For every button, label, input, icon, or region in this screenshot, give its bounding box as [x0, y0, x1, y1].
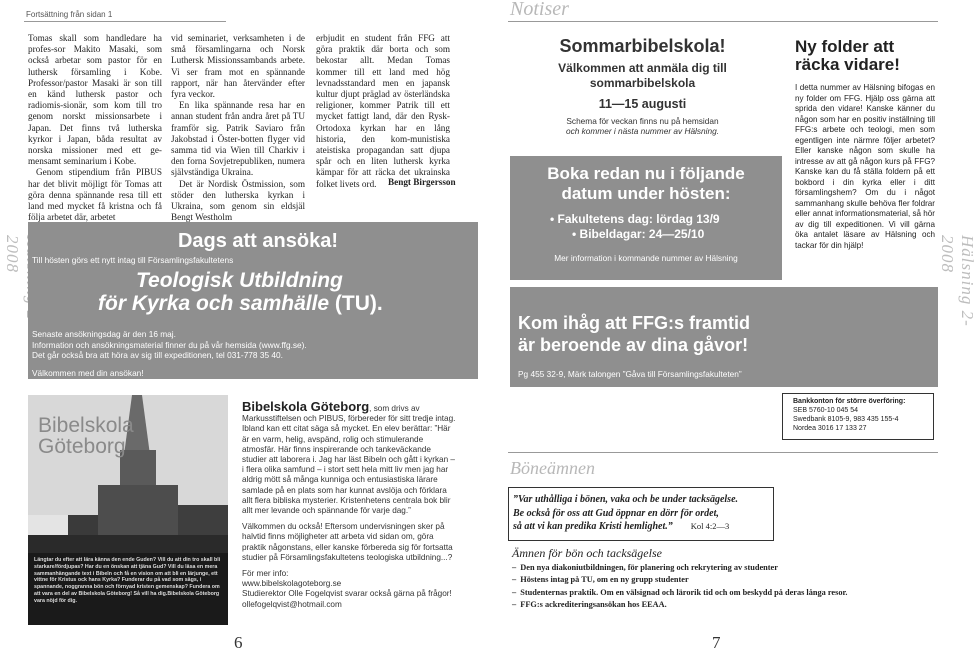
poster-text: Längtar du efter att lära känna den ende Guden? Vill du att din tro skall bli starkare/fördjupas? Har du en önskan att tjäna Gud? Vill du läsa en mera sammanhängande text i Bibeln och få en vision om att bli en lärjunge, ett vittne för Kristus ock hans Kyrka? Funderar du på vad som sägs, i spannande, noggranna bön och förnyad kristen gemenskap? Fundera om att vara en del av Bibelskola Göteborg! Så vill ha dig.Bibelskola Göteborg vara nöjd för dig.: [28, 553, 228, 625]
bank-box: Bankkonton för större överföring: SEB 5760-10 045 54 Swedbank 8105-9, 983 435 155-4 Nordea 3016 17 133 27: [782, 393, 934, 440]
bibelskola-article: Bibelskola Göteborg, som drivs av Markusstiftelsen och PIBUS, förbereder för sitt tredje intag. Ibland kan ett citat säga så mycket. En elev berättar: ”Här är en varm, helig, avspänd, rolig och stimulerande atmosfär. Här finns inspirerande och tankeväckande studier att laborera i. Jag har läst Bibeln och gått i kyrkan – i flera olika samfund – i stort sett hela mitt liv men jag har aldrig mött så många kunniga och entusiastiska lärare samlade på en plats som har kunnat avslöja och förklara allt flera bibliska mysterier. Kristenhetens centrala bok blir allt mer levande och spännande för varje dag.” Välkommen du också! Eftersom undervisningen sker på halvtid finns möjligheter att arbeta vid sidan om, göra praktik någonstans, eller kanske förbereda sig för fortsatta studier på Församlingsfakultetens teologiska utbildning...? För mer info: www.bibelskolagoteborg.se Studierektor Olle Fogelqvist svarar också gärna på frågor! ollefogelqvist@hotmail.com: [242, 399, 456, 609]
page-number-right: 7: [712, 633, 721, 652]
prayer-rule: [508, 452, 938, 453]
boka-dates: • Fakultetens dag: lördag 13/9 • Bibeldagar: 24—25/10: [550, 212, 720, 241]
prayer-subhead: Ämnen för bön och tacksägelse: [512, 546, 662, 560]
ad-details: Senaste ansökningsdag är den 16 maj. Information och ansökningsmaterial finner du på vår hemsida (www.ffg.se). Det går också bra att höra av sig till expeditionen, tel 031-778 35 40. Välkommen med din ansökan!: [32, 329, 307, 378]
prayer-section-title: Böneämnen: [510, 458, 595, 478]
bibelskola-email-link[interactable]: ollefogelqvist@hotmail.com: [242, 599, 342, 609]
boka-box: [510, 156, 782, 280]
application-ad: [28, 222, 478, 379]
page-number-left: 6: [234, 633, 243, 652]
folder-title: Ny folder att räcka vidare!: [795, 37, 900, 74]
giving-box: [510, 287, 938, 387]
boka-note: Mer information i kommande nummer av Hälsning: [554, 253, 738, 263]
folder-box: [795, 38, 935, 251]
sommar-box: Sommarbibelskola! Välkommen att anmäla dig till sommarbibelskola 11—15 augusti Schema för veckan finns nu på hemsidan och kommer i nästa nummer av Hälsning.: [510, 36, 775, 136]
bibelskola-web-link[interactable]: www.bibelskolagoteborg.se: [242, 579, 342, 589]
giving-pg: Pg 455 32-9, Märk talongen ”Gåva till Församlingsfakulteten”: [518, 369, 742, 379]
running-head-rule: [24, 21, 226, 22]
left-side-label: 2008: [3, 235, 22, 273]
bibelskola-name: Bibelskola Göteborg: [242, 399, 370, 414]
boka-title: Boka redan nu i följande datum under hösten:: [547, 164, 745, 203]
bibelskola-poster: [28, 395, 228, 625]
folder-text: I detta nummer av Hälsning bifogas en ny folder om FFG. Hjälp oss gärna att sprida den vidare! Kanske känner du någon som har en positiv inställning till FFG:s arbete och teologi, men som egentligen inte närmre följer arbetet? Eller kanske någon som skulle ha intresse av att gå någon kurs på FFG? Kanske kan du få ställa foldern på ett bokbord i din kyrka eller i ditt församlingshem? Om du i något sammanhang skulle behöva fler foldrar eller annat informationsmaterial, så hör av dig till expeditionen. Vi vill gärna öka antalet läsare av Hälsning och tackar för din hjälp!: [795, 83, 935, 250]
article-col3: erbjudit en student från FFG att göra praktik där borta och som bekostar allt. Medan Tomas kommer till ett land med hög levnadsstandard men en japansk kultur djupt präglad av österländska religioner, kommer Patrik till ett mycket fattigt land, där den Rysk-Ortodoxa kyrkan har en lång historia, den kom-munistiska ateistiska propagandan satt djupa spår och en liten luthersk kyrka kämpar för att räcka det ukrainska folket livets ord.: [316, 33, 450, 189]
ad-intro: Till hösten görs ett nytt intag till Församlingsfakultetens: [32, 255, 234, 265]
sommar-title: Sommarbibelskola!: [559, 36, 726, 56]
right-side-label: Hälsning 2-2008: [938, 235, 977, 327]
prayer-list: – Den nya diakoniutbildningen, för planering och rekrytering av studenter – Höstens intag på TU, om en ny grupp studenter – Studenternas praktik. Om en välsignad och lärorik tid och om beskydd på deras långa resor. – FFG:s ackrediteringsansökan hos EEAA.: [512, 563, 848, 609]
signature: Bengt Birgersson: [388, 177, 456, 187]
section-rule: [508, 21, 938, 22]
ad-title-line2: för Kyrka och samhälle (TU).: [98, 292, 383, 315]
article-col1: Tomas skall som handledare ha profes-sor Makito Masaki, som också arbetar som pastor för en luthersk församling i Kobe. Professor/pastor Masaki är son till en känd luthersk pastor och radiomis-sionär, som kom till tro genom norskt missionsarbete i Japan. Det finns två lutherska kyrkor i Japan, båda resultat av norska missioner med ett ge-mensamt seminarium i Kobe. Genom stipendium från PIBUS har det blivit möjligt för Tomas att göra denna spännande resa till ett land med mycket få kristna och få följa arbetet där, arbetet: [28, 33, 162, 223]
ad-heading: Dags att ansöka!: [177, 230, 338, 252]
ad-title-line1: Teologisk Utbildning: [136, 269, 343, 292]
giving-title: Kom ihåg att FFG:s framtid är beroende av dina gåvor!: [518, 313, 751, 355]
prayer-verse: ”Var uthålliga i bönen, vaka och be under tacksägelse. Be också för oss att Gud öppnar en dörr för ordet, så att vi kan predika Kristi hemlighet.” Kol 4:2—3: [508, 487, 774, 541]
article-col2: vid seminariet, verksamheten i de små församlingarna och Norsk Luthersk Missionssambands arbete. Vi ser fram mot en spännande rapport, när han återvänder efter fyra veckor. En lika spännande resa har en annan student från andra året på TU framför sig. Patrik Saviaro från Jakobstad i Öster-botten flyger vid samma tid via Wien till Charkiv i den forna Sovjetrepubliken, numera självständiga Ukraina. Det är Nordisk Östmission, som stöder den lutherska kyrkan i Ukraina, som genom sin eldsjäl Bengt Westholm: [171, 33, 305, 223]
poster-title: Bibelskola Göteborg: [38, 414, 134, 458]
section-title: Notiser: [510, 0, 569, 20]
sommar-dates: 11—15 augusti: [598, 97, 687, 111]
running-head: Fortsättning från sidan 1: [26, 10, 113, 19]
